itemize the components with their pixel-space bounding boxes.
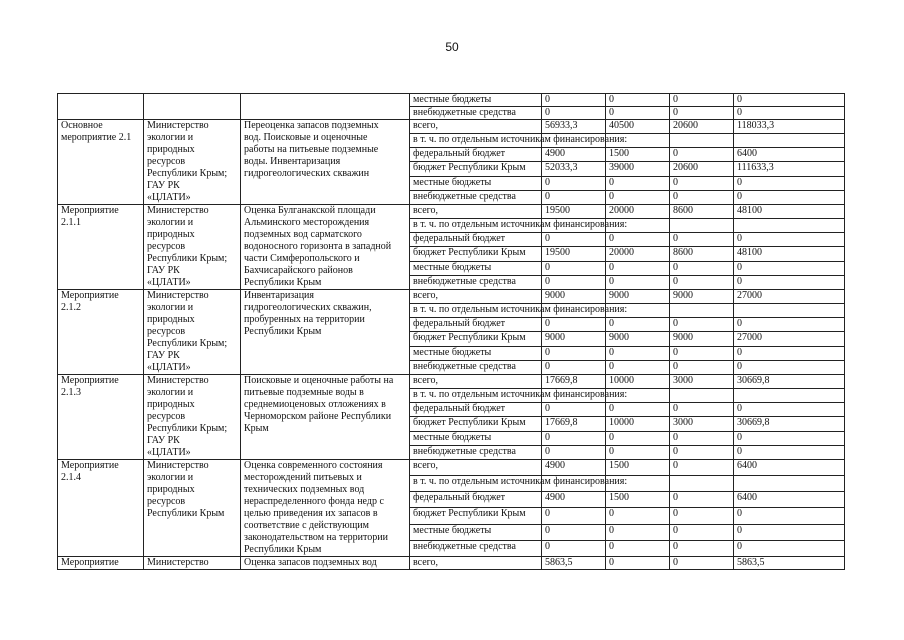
cell-funding-source: местные бюджеты <box>410 261 542 275</box>
cell-value: 0 <box>542 360 606 374</box>
financing-table-body <box>58 94 845 570</box>
table-row <box>58 120 845 134</box>
cell-value <box>734 134 845 148</box>
cell-value: 17669,8 <box>542 417 606 431</box>
cell-value: 4900 <box>542 492 606 508</box>
cell-value: 0 <box>542 508 606 524</box>
cell-name: Мероприятие <box>58 557 144 570</box>
cell-funding-source: бюджет Республики Крым <box>410 247 542 261</box>
cell-funding-source: местные бюджеты <box>410 431 542 445</box>
cell-value: 0 <box>606 94 670 107</box>
table-row <box>58 557 845 570</box>
page-number: 50 <box>445 40 459 54</box>
cell-value: 0 <box>670 107 734 120</box>
cell-funding-source: внебюджетные средства <box>410 190 542 204</box>
cell-funding-source: внебюджетные средства <box>410 540 542 556</box>
cell-description: Инвентаризация гидрогеологических скважин, пробуренных на территории Республики Крым <box>241 290 410 375</box>
cell-value: 0 <box>606 275 670 289</box>
cell-name: Мероприятие 2.1.3 <box>58 375 144 460</box>
cell-value: 6400 <box>734 492 845 508</box>
table-row <box>58 375 845 389</box>
cell-value: 0 <box>670 557 734 570</box>
cell-value: 0 <box>542 403 606 417</box>
cell-value: 0 <box>734 107 845 120</box>
cell-value: 0 <box>542 94 606 107</box>
cell-executor: Министерство экологии и природных ресурсов Республики Крым; ГАУ РК «ЦЛАТИ» <box>144 120 241 205</box>
cell-value: 0 <box>670 431 734 445</box>
cell-description: Поисковые и оценочные работы на питьевые подземные воды в среднемиоценовых отложениях в Черноморском районе Республики Крым <box>241 375 410 460</box>
cell-value: 0 <box>542 524 606 540</box>
cell-value <box>734 219 845 233</box>
cell-value: 0 <box>734 360 845 374</box>
cell-funding-source: местные бюджеты <box>410 94 542 107</box>
cell-funding-source: в т. ч. по отдельным источникам финансирования: <box>410 476 542 492</box>
cell-value: 0 <box>670 318 734 332</box>
cell-value: 0 <box>670 445 734 459</box>
cell-value: 19500 <box>542 247 606 261</box>
cell-value: 0 <box>542 318 606 332</box>
cell-funding-source: бюджет Республики Крым <box>410 417 542 431</box>
cell-value: 0 <box>670 148 734 162</box>
cell-value: 9000 <box>606 332 670 346</box>
cell-description: Оценка запасов подземных вод <box>241 557 410 570</box>
cell-value: 3000 <box>670 417 734 431</box>
cell-value: 0 <box>542 233 606 247</box>
cell-value: 111633,3 <box>734 162 845 176</box>
cell-value: 0 <box>606 346 670 360</box>
cell-funding-source: всего, <box>410 205 542 219</box>
cell-value: 48100 <box>734 205 845 219</box>
cell-description <box>241 94 410 120</box>
cell-funding-source: в т. ч. по отдельным источникам финансирования: <box>410 304 542 318</box>
cell-name: Мероприятие 2.1.4 <box>58 460 144 557</box>
cell-value: 9000 <box>606 290 670 304</box>
cell-value: 0 <box>734 318 845 332</box>
cell-value: 56933,3 <box>542 120 606 134</box>
cell-funding-source: в т. ч. по отдельным источникам финансирования: <box>410 389 542 403</box>
cell-value: 0 <box>734 176 845 190</box>
cell-value: 0 <box>734 190 845 204</box>
cell-value: 0 <box>606 107 670 120</box>
cell-value: 0 <box>542 431 606 445</box>
cell-value: 9000 <box>542 290 606 304</box>
cell-executor <box>144 94 241 120</box>
financing-table <box>57 93 845 570</box>
cell-value: 118033,3 <box>734 120 845 134</box>
cell-value: 8600 <box>670 205 734 219</box>
cell-value: 0 <box>606 261 670 275</box>
cell-value: 0 <box>734 508 845 524</box>
cell-value: 0 <box>734 346 845 360</box>
cell-value: 0 <box>670 190 734 204</box>
cell-value: 39000 <box>606 162 670 176</box>
cell-value: 0 <box>542 275 606 289</box>
cell-value: 0 <box>670 346 734 360</box>
cell-funding-source: в т. ч. по отдельным источникам финансирования: <box>410 219 542 233</box>
cell-funding-source: местные бюджеты <box>410 176 542 190</box>
cell-value: 27000 <box>734 290 845 304</box>
cell-value <box>670 476 734 492</box>
cell-value: 8600 <box>670 247 734 261</box>
cell-value: 5863,5 <box>542 557 606 570</box>
cell-value: 0 <box>670 540 734 556</box>
cell-value: 0 <box>606 445 670 459</box>
cell-value <box>670 389 734 403</box>
cell-value: 20600 <box>670 162 734 176</box>
cell-value: 0 <box>734 275 845 289</box>
cell-value: 0 <box>606 431 670 445</box>
cell-value: 0 <box>542 346 606 360</box>
cell-value: 10000 <box>606 375 670 389</box>
cell-funding-source: местные бюджеты <box>410 524 542 540</box>
cell-executor: Министерство <box>144 557 241 570</box>
cell-value: 5863,5 <box>734 557 845 570</box>
cell-value <box>670 219 734 233</box>
cell-value: 0 <box>606 540 670 556</box>
table-row <box>58 94 845 107</box>
cell-value <box>670 134 734 148</box>
cell-value: 9000 <box>670 290 734 304</box>
cell-value: 0 <box>670 261 734 275</box>
cell-value: 0 <box>542 176 606 190</box>
cell-value: 20000 <box>606 247 670 261</box>
cell-value: 4900 <box>542 148 606 162</box>
cell-executor: Министерство экологии и природных ресурсов Республики Крым <box>144 460 241 557</box>
cell-value: 0 <box>606 524 670 540</box>
cell-value: 9000 <box>670 332 734 346</box>
cell-funding-source: всего, <box>410 375 542 389</box>
cell-funding-source: всего, <box>410 290 542 304</box>
cell-value: 4900 <box>542 460 606 476</box>
cell-value: 0 <box>734 431 845 445</box>
cell-value: 30669,8 <box>734 375 845 389</box>
cell-value: 6400 <box>734 460 845 476</box>
cell-value: 3000 <box>670 375 734 389</box>
cell-funding-source: всего, <box>410 460 542 476</box>
cell-funding-source: внебюджетные средства <box>410 107 542 120</box>
cell-funding-source: всего, <box>410 120 542 134</box>
cell-value: 0 <box>542 190 606 204</box>
cell-value: 0 <box>670 176 734 190</box>
cell-funding-source: бюджет Республики Крым <box>410 332 542 346</box>
cell-value: 0 <box>606 318 670 332</box>
cell-name: Основное мероприятие 2.1 <box>58 120 144 205</box>
cell-value: 0 <box>606 176 670 190</box>
cell-value: 1500 <box>606 460 670 476</box>
cell-value: 19500 <box>542 205 606 219</box>
cell-value: 0 <box>734 540 845 556</box>
cell-value: 0 <box>734 233 845 247</box>
cell-description: Оценка Булганакской площади Альминского месторождения подземных вод сарматского водоносного горизонта в западной части Симферопольского и Бахчисарайского районов Республики Крым <box>241 205 410 290</box>
cell-value: 0 <box>670 460 734 476</box>
cell-value: 52033,3 <box>542 162 606 176</box>
cell-value: 0 <box>734 445 845 459</box>
cell-value: 0 <box>606 190 670 204</box>
cell-value: 27000 <box>734 332 845 346</box>
cell-funding-source: бюджет Республики Крым <box>410 508 542 524</box>
cell-funding-source: федеральный бюджет <box>410 318 542 332</box>
cell-value: 0 <box>670 94 734 107</box>
cell-value: 1500 <box>606 492 670 508</box>
cell-value: 17669,8 <box>542 375 606 389</box>
cell-value: 0 <box>670 508 734 524</box>
cell-value: 0 <box>670 360 734 374</box>
cell-funding-source: федеральный бюджет <box>410 403 542 417</box>
cell-funding-source: внебюджетные средства <box>410 360 542 374</box>
cell-value: 0 <box>542 445 606 459</box>
cell-value: 0 <box>606 557 670 570</box>
cell-value: 0 <box>606 403 670 417</box>
cell-description: Оценка современного состояния месторождений питьевых и технических подземных вод нераспределенного фонда недр с целью приведения их запасов в соответствие с действующим законодательством на территории Республики Крым <box>241 460 410 557</box>
cell-funding-source: в т. ч. по отдельным источникам финансирования: <box>410 134 542 148</box>
cell-funding-source: бюджет Республики Крым <box>410 162 542 176</box>
table-row <box>58 205 845 219</box>
cell-value <box>670 304 734 318</box>
cell-value <box>734 304 845 318</box>
cell-funding-source: федеральный бюджет <box>410 492 542 508</box>
cell-value: 0 <box>606 360 670 374</box>
cell-value: 40500 <box>606 120 670 134</box>
cell-value: 6400 <box>734 148 845 162</box>
cell-value: 48100 <box>734 247 845 261</box>
cell-funding-source: федеральный бюджет <box>410 148 542 162</box>
cell-value: 0 <box>734 94 845 107</box>
cell-name <box>58 94 144 120</box>
cell-value: 1500 <box>606 148 670 162</box>
cell-funding-source: федеральный бюджет <box>410 233 542 247</box>
cell-value: 0 <box>542 261 606 275</box>
cell-value: 0 <box>670 524 734 540</box>
cell-value: 10000 <box>606 417 670 431</box>
cell-value: 20000 <box>606 205 670 219</box>
cell-name: Мероприятие 2.1.1 <box>58 205 144 290</box>
cell-value: 0 <box>734 261 845 275</box>
cell-value: 0 <box>670 233 734 247</box>
cell-funding-source: всего, <box>410 557 542 570</box>
cell-value: 0 <box>606 233 670 247</box>
cell-value: 30669,8 <box>734 417 845 431</box>
cell-value: 9000 <box>542 332 606 346</box>
cell-value: 0 <box>542 540 606 556</box>
cell-value: 20600 <box>670 120 734 134</box>
cell-executor: Министерство экологии и природных ресурсов Республики Крым; ГАУ РК «ЦЛАТИ» <box>144 205 241 290</box>
cell-funding-source: внебюджетные средства <box>410 445 542 459</box>
cell-funding-source: местные бюджеты <box>410 346 542 360</box>
cell-name: Мероприятие 2.1.2 <box>58 290 144 375</box>
cell-description: Переоценка запасов подземных вод. Поисковые и оценочные работы на питьевые подземные воды. Инвентаризация гидрогеологических скважин <box>241 120 410 205</box>
cell-value: 0 <box>606 508 670 524</box>
cell-value: 0 <box>734 403 845 417</box>
cell-value: 0 <box>670 492 734 508</box>
cell-value <box>734 389 845 403</box>
cell-value: 0 <box>670 403 734 417</box>
cell-funding-source: внебюджетные средства <box>410 275 542 289</box>
cell-value: 0 <box>734 524 845 540</box>
cell-executor: Министерство экологии и природных ресурсов Республики Крым; ГАУ РК «ЦЛАТИ» <box>144 375 241 460</box>
cell-value: 0 <box>542 107 606 120</box>
cell-value <box>734 476 845 492</box>
cell-value: 0 <box>670 275 734 289</box>
cell-executor: Министерство экологии и природных ресурсов Республики Крым; ГАУ РК «ЦЛАТИ» <box>144 290 241 375</box>
table-row <box>58 460 845 476</box>
table-row <box>58 290 845 304</box>
